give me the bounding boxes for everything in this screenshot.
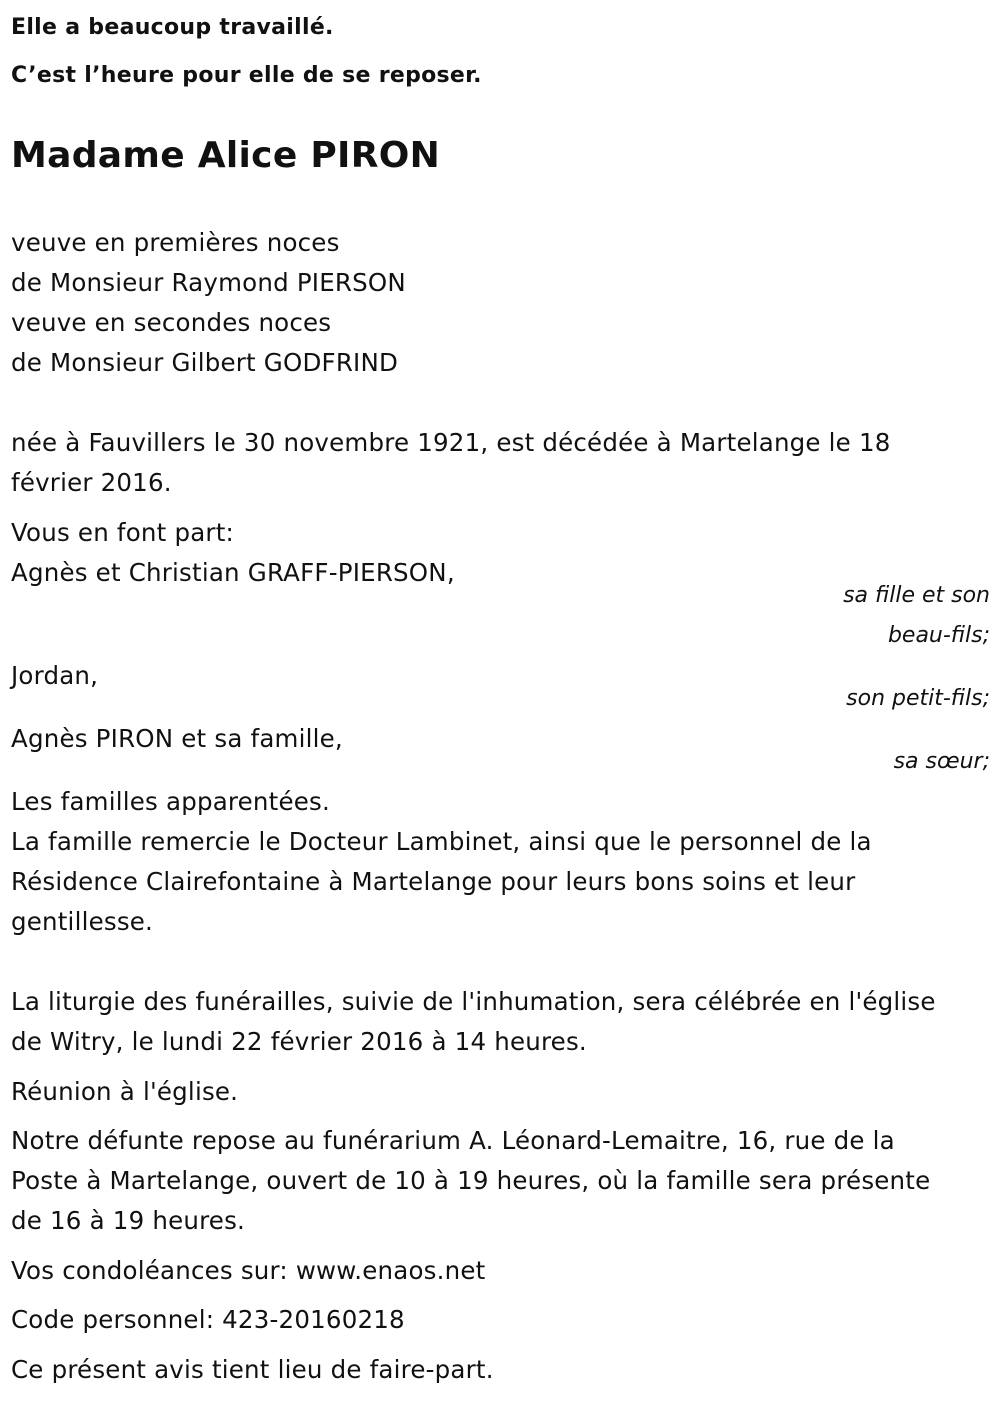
- family-member-name: Jordan,: [11, 661, 99, 690]
- rest-line-3: de 16 à 19 heures.: [11, 1206, 246, 1235]
- family-relation: sa fille et son: [843, 583, 990, 608]
- funeral-line-2: de Witry, le lundi 22 février 2016 à 14 heures.: [11, 1027, 587, 1056]
- code-line: Code personnel: 423-20160218: [11, 1305, 405, 1334]
- marital-line-4: de Monsieur Gilbert GODFRIND: [11, 348, 399, 377]
- family-member-name: Agnès et Christian GRAFF-PIERSON,: [11, 558, 455, 587]
- family-relation: son petit-fils;: [846, 686, 990, 711]
- marital-line-1: veuve en premières noces: [11, 228, 340, 257]
- announce-intro: Vous en font part:: [11, 518, 234, 547]
- thanks-line-1: La famille remercie le Docteur Lambinet, ainsi que le personnel de la: [11, 827, 872, 856]
- family-relation: sa sœur;: [893, 749, 990, 774]
- meeting-line: Réunion à l'église.: [11, 1077, 239, 1106]
- relatives-line: Les familles apparentées.: [11, 787, 330, 816]
- condolences-line: Vos condoléances sur: www.enaos.net: [11, 1256, 486, 1285]
- rest-line-1: Notre défunte repose au funérarium A. Léonard-Lemaitre, 16, rue de la: [11, 1126, 895, 1155]
- marital-line-3: veuve en secondes noces: [11, 308, 332, 337]
- rest-line-2: Poste à Martelange, ouvert de 10 à 19 heures, où la famille sera présente: [11, 1166, 931, 1195]
- birth-death-line-1: née à Fauvillers le 30 novembre 1921, est décédée à Martelange le 18: [11, 428, 891, 457]
- deceased-name: Madame Alice PIRON: [11, 135, 441, 176]
- family-member-name: Agnès PIRON et sa famille,: [11, 724, 343, 753]
- epigraph-line-1: Elle a beaucoup travaillé.: [11, 15, 334, 40]
- notice-line: Ce présent avis tient lieu de faire-part.: [11, 1355, 494, 1384]
- epigraph-line-2: C’est l’heure pour elle de se reposer.: [11, 63, 482, 88]
- birth-death-line-2: février 2016.: [11, 468, 172, 497]
- funeral-line-1: La liturgie des funérailles, suivie de l'inhumation, sera célébrée en l'église: [11, 987, 936, 1016]
- family-relation: beau-fils;: [887, 623, 990, 648]
- marital-line-2: de Monsieur Raymond PIERSON: [11, 268, 406, 297]
- thanks-line-2: Résidence Clairefontaine à Martelange pour leurs bons soins et leur: [11, 867, 856, 896]
- thanks-line-3: gentillesse.: [11, 907, 154, 936]
